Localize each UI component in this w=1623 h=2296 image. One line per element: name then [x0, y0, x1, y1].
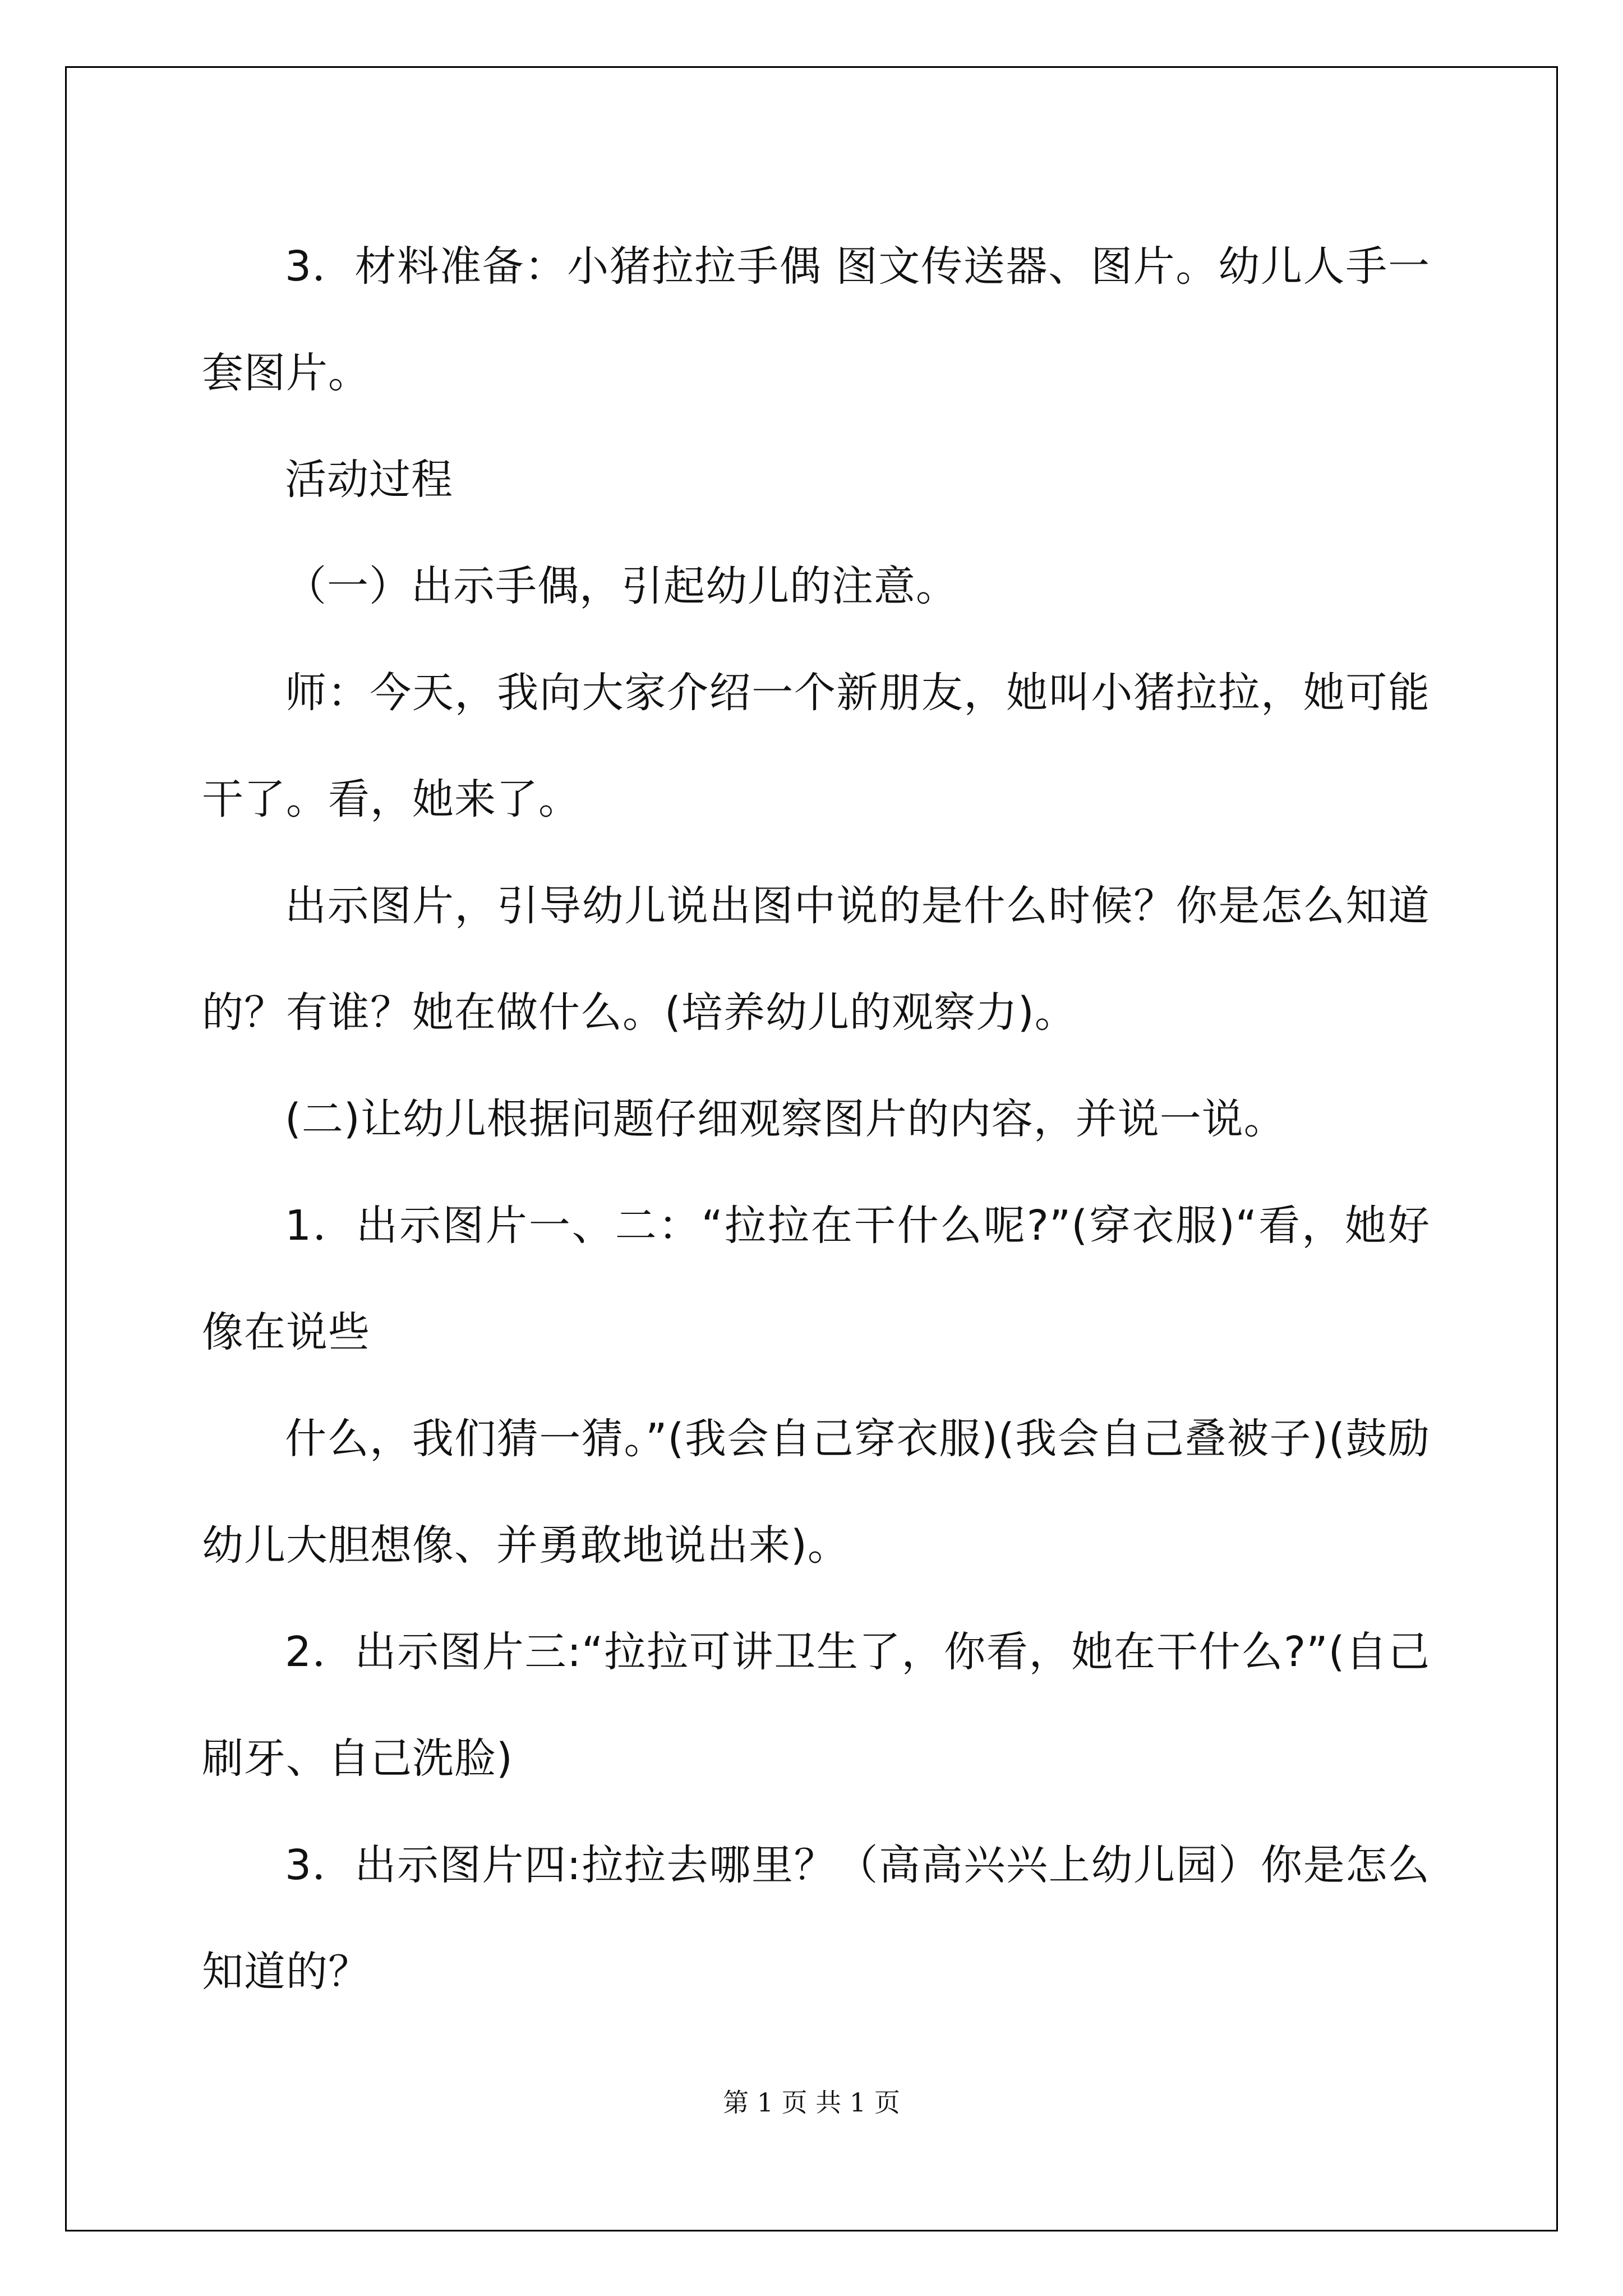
paragraph-item-3: 3．出示图片四:拉拉去哪里？（高高兴兴上幼儿园）你是怎么知道的？ [202, 1841, 1430, 1996]
paragraph-item-1-cont: 什么，我们猜一猜。”(我会自己穿衣服)(我会自己叠被子)(鼓励幼儿大胆想像、并勇敢地说出来)。 [202, 1415, 1430, 1570]
paragraph-show-pictures: 出示图片，引导幼儿说出图中说的是什么时候？你是怎么知道的？有谁？她在做什么。(培养幼儿的观察力)。 [202, 882, 1430, 1037]
paragraph-activity-heading: 活动过程 [285, 455, 453, 504]
paragraph-step-two: (二)让幼儿根据问题仔细观察图片的内容，并说一说。 [285, 1095, 1286, 1143]
document-body [202, 213, 1430, 2025]
page-number-footer: 第 1 页 共 1 页 [723, 2087, 900, 2118]
paragraph-teacher-intro: 师：今天，我向大家介绍一个新朋友，她叫小猪拉拉，她可能干了。看，她来了。 [202, 669, 1430, 823]
paragraph-materials: 3．材料准备：小猪拉拉手偶 图文传送器、图片。幼儿人手一套图片。 [202, 242, 1430, 397]
paragraph-step-one: （一）出示手偶，引起幼儿的注意。 [285, 562, 958, 610]
paragraph-item-1: 1．出示图片一、二：“拉拉在干什么呢?”(穿衣服)“看，她好像在说些 [202, 1202, 1430, 1356]
paragraph-item-2: 2．出示图片三:“拉拉可讲卫生了，你看，她在干什么?”(自己刷牙、自己洗脸) [202, 1628, 1430, 1783]
